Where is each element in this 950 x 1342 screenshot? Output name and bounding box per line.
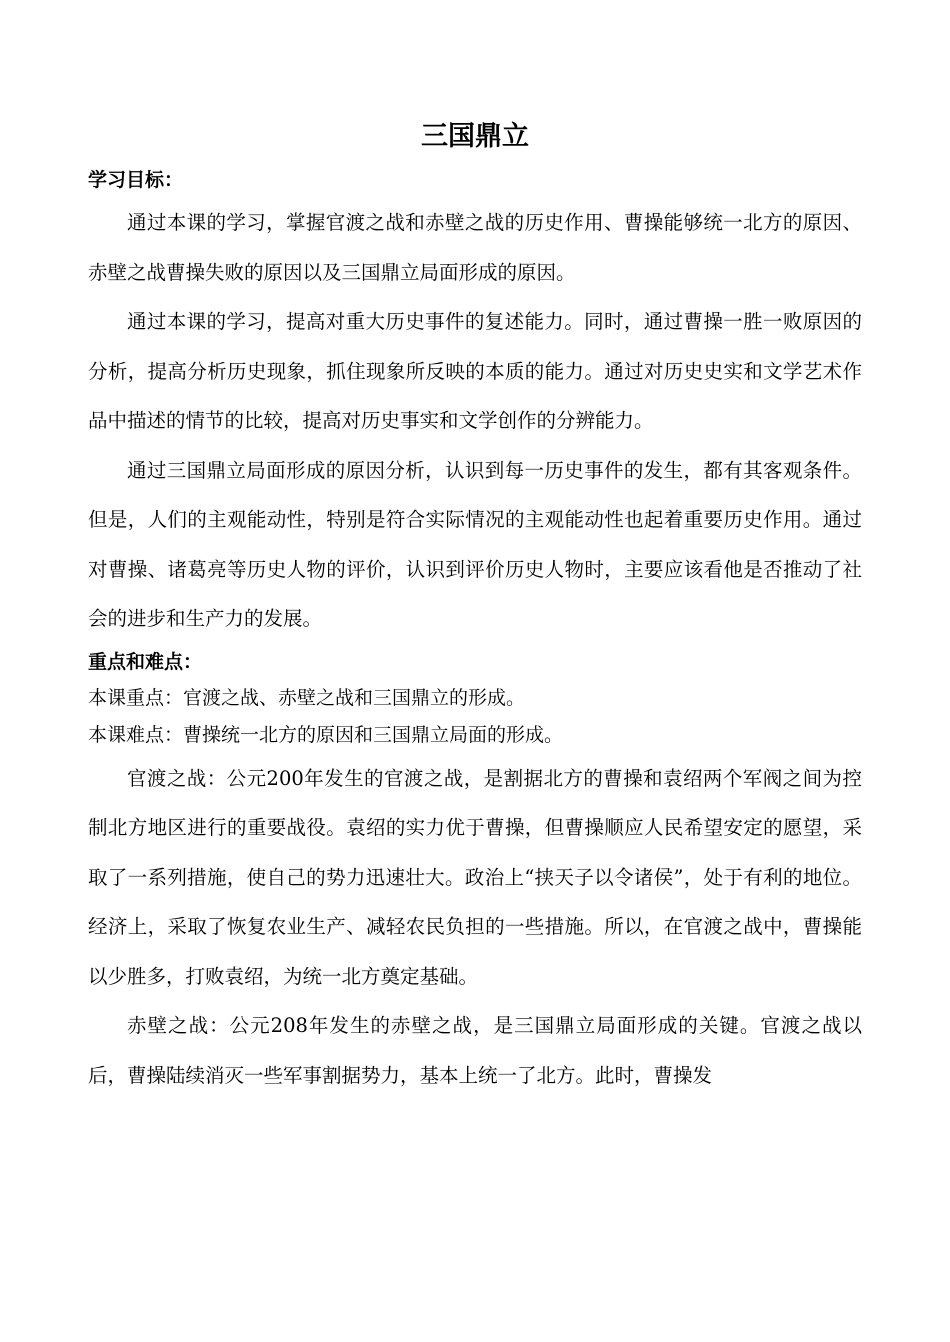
- key-points-heading: 重点和难点：: [88, 650, 203, 673]
- objectives-heading: 学习目标：: [88, 169, 184, 191]
- key-point-line: 本课重点：官渡之战、赤壁之战和三国鼎立的形成。: [88, 686, 526, 709]
- guandu-paragraph: 官渡之战：公元200年发生的官渡之战，是割据北方的曹操和袁绍两个军阀之间为控制北方地区进行的重要战役。袁绍的实力优于曹操，但曹操顺应人民希望安定的愿望，采取了一系列措施，使自己的势力迅速壮大。政治上“挟天子以令诸侯”，处于有利的地位。经济上，采取了恢复农业生产、减轻农民负担的一些措施。所以，在官渡之战中，曹操能以少胜多，打败袁绍，为统一北方奠定基础。: [88, 766, 862, 988]
- objective-paragraph-3: 通过三国鼎立局面形成的原因分析，认识到每一历史事件的发生，都有其客观条件。但是，人们的主观能动性，特别是符合实际情况的主观能动性也起着重要历史作用。通过对曹操、诸葛亮等历史人物的评价，认识到评价历史人物时，主要应该看他是否推动了社会的进步和生产力的发展。: [88, 458, 862, 630]
- page-title: 三国鼎立: [421, 121, 529, 152]
- difficult-point-line: 本课难点：曹操统一北方的原因和三国鼎立局面的形成。: [88, 723, 564, 746]
- chibi-paragraph: 赤壁之战：公元208年发生的赤壁之战，是三国鼎立局面形成的关键。官渡之战以后，曹操陆续消灭一些军事割据势力，基本上统一了北方。此时，曹操发: [88, 1014, 862, 1087]
- objective-paragraph-2: 通过本课的学习，提高对重大历史事件的复述能力。同时，通过曹操一胜一败原因的分析，提高分析历史现象，抓住现象所反映的本质的能力。通过对历史史实和文学艺术作品中描述的情节的比较，提高对历史事实和文学创作的分辨能力。: [88, 310, 862, 432]
- objective-paragraph-1: 通过本课的学习，掌握官渡之战和赤壁之战的历史作用、曹操能够统一北方的原因、赤壁之战曹操失败的原因以及三国鼎立局面形成的原因。: [88, 211, 862, 284]
- document-page: [88, 112, 862, 1100]
